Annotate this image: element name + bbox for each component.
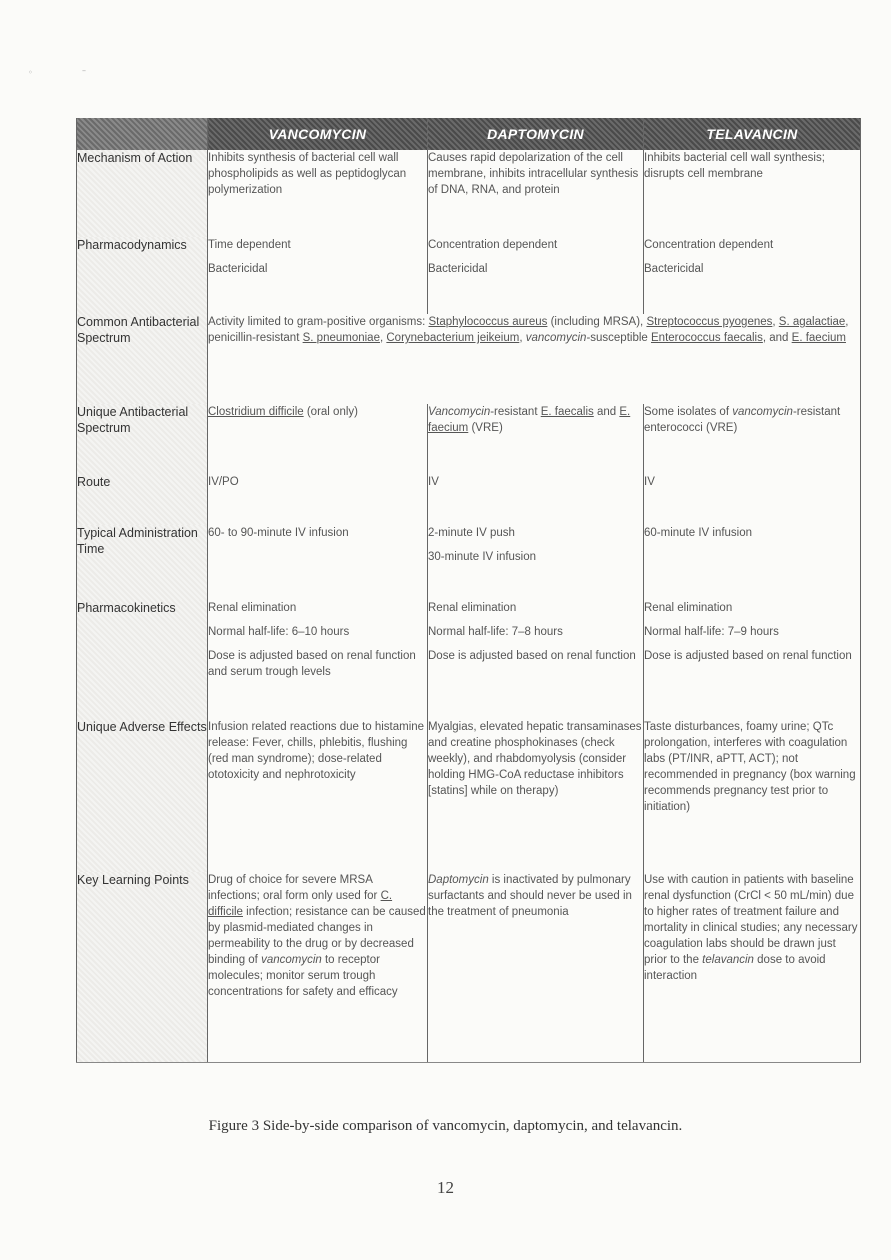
tela-admin: 60-minute IV infusion: [644, 525, 861, 600]
tela-adverse: Taste disturbances, foamy urine; QTc prolongation, interferes with coagulation labs (PT/INR, aPTT, ACT); not recommended in pregnancy (box warning recommends pregnancy test prior to initiation): [644, 719, 861, 872]
tela-pd-1: Concentration dependent: [644, 239, 774, 251]
organism-cdiff: C. difficile: [208, 890, 393, 918]
dapto-unique: [428, 404, 644, 474]
vanc-key: [208, 872, 428, 1062]
dapto-pd-1: Concentration dependent: [428, 239, 558, 251]
vanc-mechanism: Inhibits synthesis of bacterial cell wall phospholipids as well as peptidoglycan polymerization: [208, 150, 428, 237]
vanc-pk-2: Normal half-life: 6–10 hours: [208, 626, 350, 638]
table-row: [77, 150, 861, 237]
key-text: is inactivated by pulmonary surfactants and should never be used in the treatment of pneumonia: [428, 874, 632, 918]
header-daptomycin: DAPTOMYCIN: [428, 118, 644, 150]
unique-text: Some isolates of: [644, 406, 733, 418]
vanc-pd: [208, 237, 428, 314]
row-label-route: Route: [77, 474, 208, 525]
dapto-route: IV: [428, 474, 644, 525]
key-text: to receptor molecules; monitor serum trough concentrations for safety and efficacy: [208, 954, 398, 998]
vanc-route: IV/PO: [208, 474, 428, 525]
vanc-pk: [208, 600, 428, 719]
row-label-adverse: Unique Adverse Effects: [77, 719, 208, 872]
drug-name: vancomycin: [525, 332, 587, 344]
vanc-unique: [208, 404, 428, 474]
unique-text: and: [593, 406, 620, 418]
table-row: [77, 719, 861, 872]
organism-agalactiae: S. agalactiae: [778, 316, 846, 328]
header-vancomycin: VANCOMYCIN: [208, 118, 428, 150]
dapto-admin-2: 30-minute IV infusion: [428, 551, 537, 563]
unique-text: (VRE): [468, 422, 503, 434]
tela-key: [644, 872, 861, 1062]
dapto-pk-1: Renal elimination: [428, 602, 517, 614]
drug-name: vancomycin: [261, 954, 322, 966]
common-text: ,: [519, 332, 526, 344]
organism-strep: Streptococcus pyogenes: [646, 316, 773, 328]
row-label-key: Key Learning Points: [77, 872, 208, 1062]
organism-faecalis: E. faecalis: [540, 406, 594, 418]
tela-mechanism: Inhibits bacterial cell wall synthesis; disrupts cell membrane: [644, 150, 861, 237]
tela-unique: [644, 404, 861, 474]
page-number: 12: [437, 1178, 454, 1197]
scan-mark: –: [82, 66, 86, 75]
organism-pneumoniae: S. pneumoniae: [302, 332, 380, 344]
vanc-adverse: Infusion related reactions due to histamine release: Fever, chills, phlebitis, flushing (red man syndrome); dose-related ototoxicity and nephrotoxicity: [208, 719, 428, 872]
row-label-pd: Pharmacodynamics: [77, 237, 208, 314]
dapto-key: [428, 872, 644, 1062]
organism-staph: Staphylococcus aureus: [428, 316, 548, 328]
key-text: Use with caution in patients with baseline renal dysfunction (CrCl < 50 mL/min) due to higher rates of treatment failure and mortality in clinical studies; any necessary coagulation labs should be drawn just prior to the: [644, 874, 858, 966]
common-text: (including MRSA),: [547, 316, 647, 328]
vanc-pd-1: Time dependent: [208, 239, 291, 251]
drug-name: Daptomycin: [428, 874, 489, 886]
unique-note: (oral only): [303, 406, 358, 418]
unique-text: -resistant: [490, 406, 541, 418]
key-text: dose to avoid interaction: [644, 954, 826, 982]
dapto-pk: [428, 600, 644, 719]
dapto-adverse: Myalgias, elevated hepatic transaminases and creatine phosphokinases (check weekly), and rhabdomyolysis (consider holding HMG-CoA reductase inhibitors [statins] while on therapy): [428, 719, 644, 872]
drug-name: Vancomycin: [428, 406, 491, 418]
key-text: infection; resistance can be caused by plasmid-mediated changes in permeability to the drug or by decreased binding of: [208, 906, 426, 966]
tela-route: IV: [644, 474, 861, 525]
dapto-pk-3: Dose is adjusted based on renal function: [428, 650, 636, 662]
dapto-pd-2: Bactericidal: [428, 263, 488, 275]
row-label-common: Common Antibacterial Spectrum: [77, 314, 208, 404]
key-text: Drug of choice for severe MRSA infections; oral form only used for: [208, 874, 381, 902]
header-corner: [77, 118, 208, 150]
vanc-admin: 60- to 90-minute IV infusion: [208, 525, 428, 600]
dapto-mechanism: Causes rapid depolarization of the cell membrane, inhibits intracellular synthesis of DNA, RNA, and protein: [428, 150, 644, 237]
organism-corynebacterium: Corynebacterium jeikeium: [386, 332, 520, 344]
tela-pk-3: Dose is adjusted based on renal function: [644, 650, 852, 662]
table-row: [77, 525, 861, 600]
common-text: ,: [379, 332, 387, 344]
vanc-pk-3: Dose is adjusted based on renal function and serum trough levels: [208, 650, 416, 678]
table-row: [77, 314, 861, 404]
row-label-mechanism: Mechanism of Action: [77, 150, 208, 237]
figure-caption: Figure 3 Side-by-side comparison of vancomycin, daptomycin, and telavancin.: [208, 1118, 683, 1134]
comparison-table: [76, 118, 861, 1063]
scan-mark: ◦: [28, 68, 33, 77]
tela-pk-1: Renal elimination: [644, 602, 733, 614]
table-row: [77, 600, 861, 719]
drug-name: telavancin: [702, 954, 754, 966]
common-text: , and: [762, 332, 792, 344]
dapto-admin: [428, 525, 644, 600]
organism-enterococcus: Enterococcus faecalis: [651, 332, 763, 344]
row-label-pk: Pharmacokinetics: [77, 600, 208, 719]
drug-name: vancomycin: [732, 406, 793, 418]
vanc-pk-1: Renal elimination: [208, 602, 297, 614]
organism-cdiff: Clostridium difficile: [208, 406, 304, 418]
dapto-admin-1: 2-minute IV push: [428, 527, 515, 539]
header-telavancin: TELAVANCIN: [644, 118, 861, 150]
dapto-pk-2: Normal half-life: 7–8 hours: [428, 626, 563, 638]
table-row: [77, 404, 861, 474]
tela-pd-2: Bactericidal: [644, 263, 704, 275]
common-spectrum: [208, 314, 861, 404]
table-row: [77, 872, 861, 1062]
common-text: ,: [772, 316, 779, 328]
tela-pk: [644, 600, 861, 719]
common-text: , penicillin-resistant: [208, 316, 849, 344]
tela-pk-2: Normal half-life: 7–9 hours: [644, 626, 779, 638]
row-label-unique: Unique Antibacterial Spectrum: [77, 404, 208, 474]
organism-faecium: E. faecium: [428, 406, 631, 434]
row-label-admin: Typical Administration Time: [77, 525, 208, 600]
header-row: [77, 118, 861, 150]
table-row: [77, 474, 861, 525]
organism-faecium: E. faecium: [791, 332, 846, 344]
common-text: -susceptible: [586, 332, 651, 344]
common-text: Activity limited to gram-positive organisms:: [208, 316, 429, 328]
table-row: [77, 237, 861, 314]
tela-pd: [644, 237, 861, 314]
vanc-pd-2: Bactericidal: [208, 263, 268, 275]
unique-text: -resistant enterococci (VRE): [644, 406, 841, 434]
dapto-pd: [428, 237, 644, 314]
